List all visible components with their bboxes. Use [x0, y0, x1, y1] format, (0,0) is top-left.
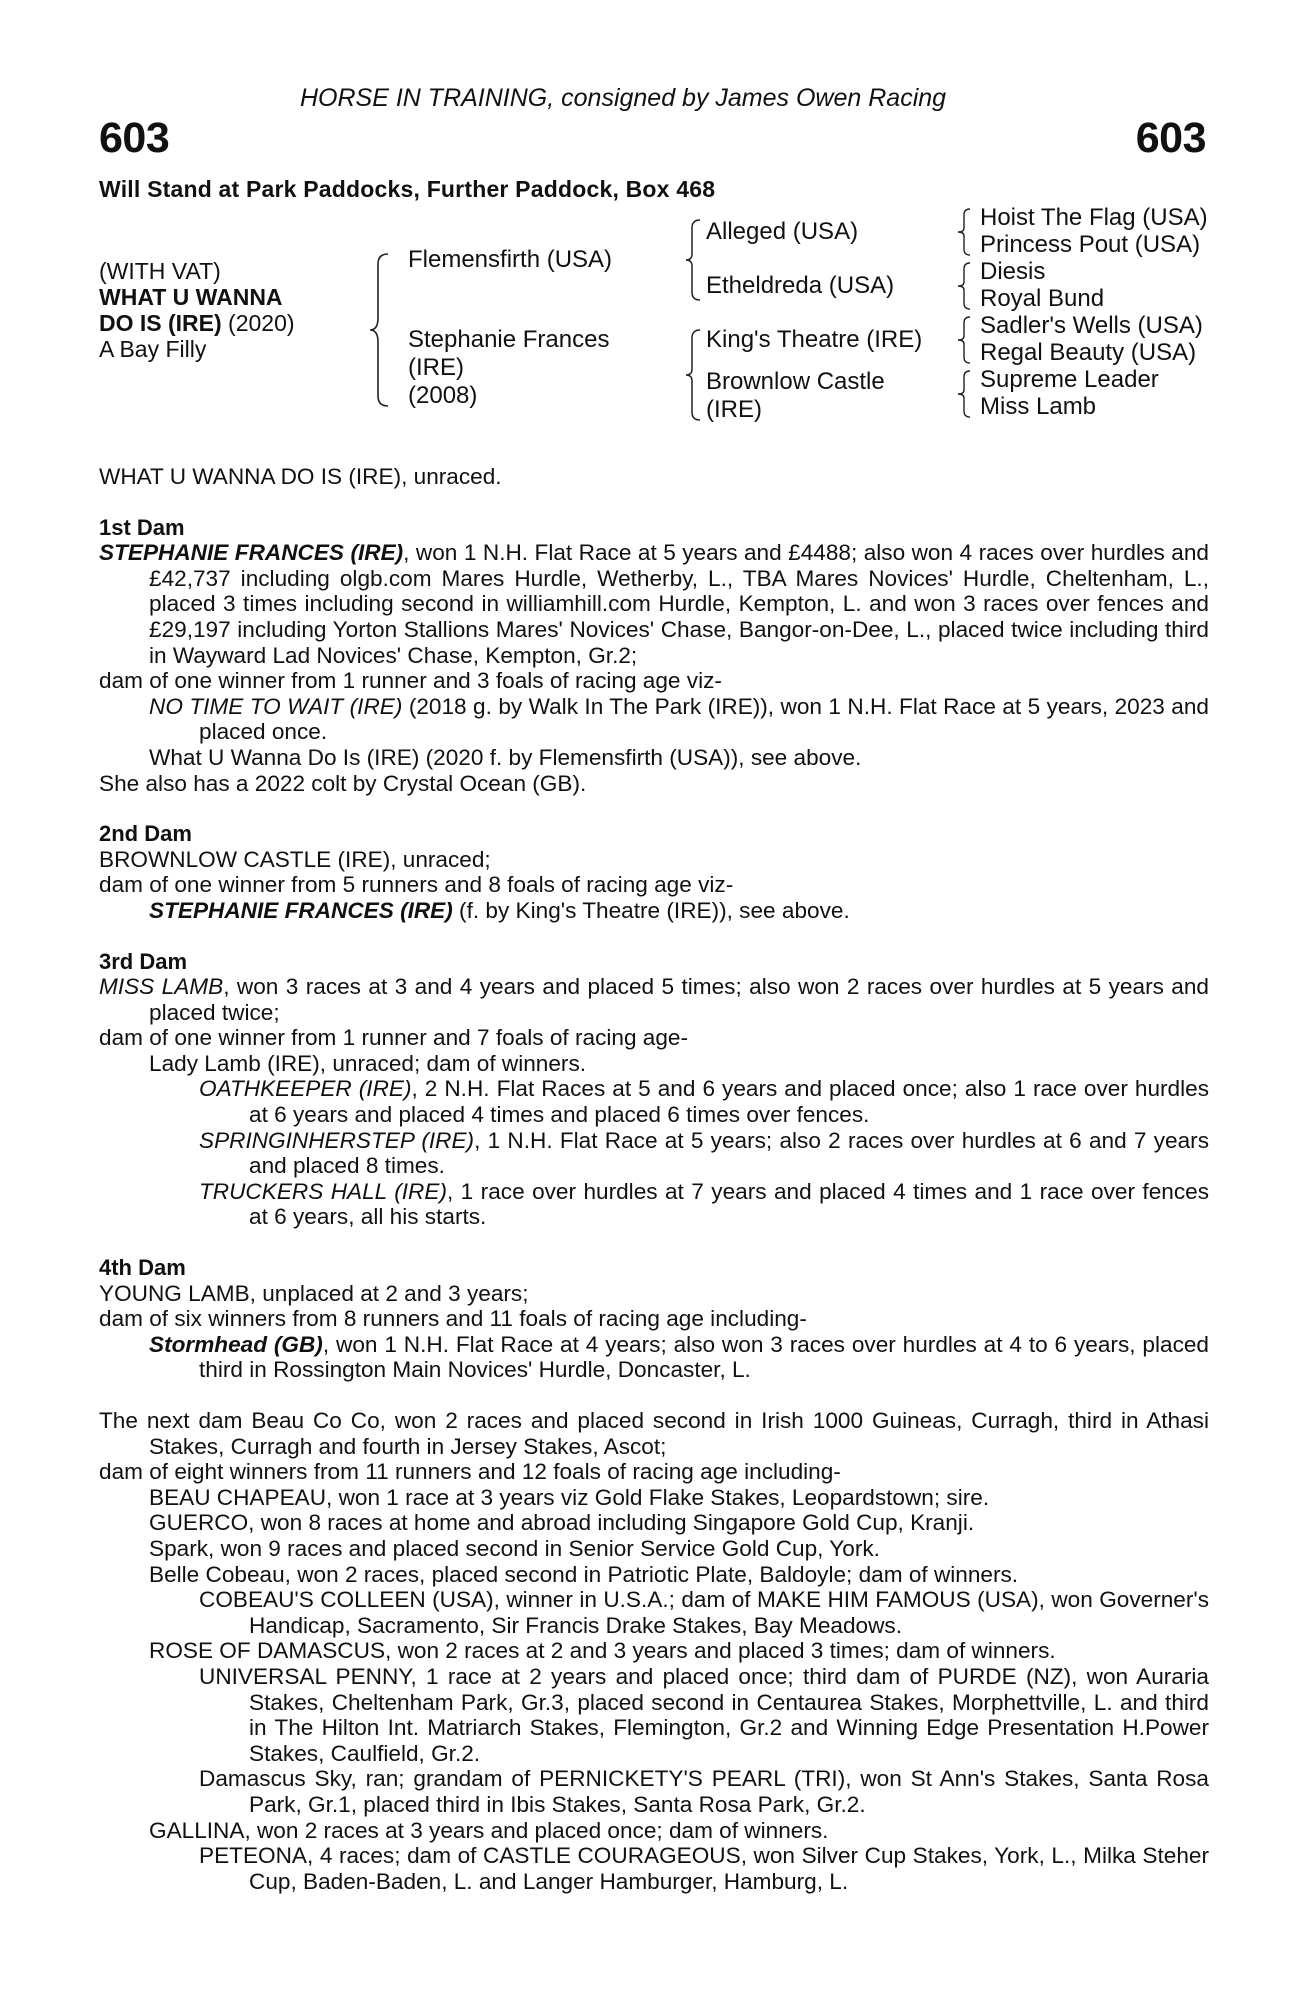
brace-dd [958, 368, 976, 420]
stand-location: Will Stand at Park Paddocks, Further Paddock, Box 468 [99, 176, 716, 202]
pedigree-sire: Flemensfirth (USA) [408, 246, 613, 273]
pedigree-dds: Supreme Leader [980, 366, 1159, 393]
pedigree-dam [408, 326, 609, 410]
fourth-dam-record: YOUNG LAMB, unplaced at 2 and 3 years; [99, 1280, 529, 1306]
pedigree-sss: Hoist The Flag (USA) [980, 204, 1208, 231]
brace-ss [958, 206, 976, 258]
guerco: GUERCO, won 8 races at home and abroad including Singapore Gold Cup, Kranji. [149, 1510, 975, 1536]
pedigree-brace-sire [686, 216, 706, 304]
horse-race-record: WHAT U WANNA DO IS (IRE), unraced. [99, 464, 502, 489]
third-dam-progeny-2 [99, 1128, 1209, 1179]
cobeaus-colleen: COBEAU'S COLLEEN (USA), winner in U.S.A.; dam of MAKE HIM FAMOUS (USA), won Governer's Handicap, Sacramento, Sir Francis Drake Stakes, Bay Meadows. [199, 1587, 1209, 1638]
pedigree-dam-line1: Stephanie Frances [408, 326, 610, 353]
pedigree-dss: Sadler's Wells (USA) [980, 312, 1203, 339]
damascus-sky: Damascus Sky, ran; grandam of PERNICKETY'S PEARL (TRI), won St Ann's Stakes, Santa Rosa Park, Gr.1, placed third in Ibis Stakes, Santa Rosa Park, Gr.2. [199, 1766, 1209, 1817]
lot-number-left: 603 [99, 114, 170, 162]
pedigree-dam-dam [706, 368, 885, 424]
next-dam-produce: dam of eight winners from 11 runners and 12 foals of racing age including- [99, 1459, 841, 1485]
lot-number-right: 603 [1135, 114, 1206, 162]
third-dam-lady-lamb: Lady Lamb (IRE), unraced; dam of winners. [149, 1050, 587, 1076]
horse-name-line1: WHAT U WANNA [99, 284, 283, 310]
beau-chapeau: BEAU CHAPEAU, won 1 race at 3 years viz Gold Flake Stakes, Leopardstown; sire. [149, 1484, 990, 1510]
first-dam-produce: dam of one winner from 1 runner and 3 foals of racing age viz- [99, 668, 722, 694]
next-dam-record: The next dam Beau Co Co, won 2 races and placed second in Irish 1000 Guineas, Curragh, third in Athasi Stakes, Curragh and fourth in Jersey Stakes, Ascot; [99, 1408, 1209, 1459]
pedigree-notes [99, 464, 1209, 1894]
second-dam-heading: 2nd Dam [99, 821, 192, 847]
second-dam-produce: dam of one winner from 5 runners and 8 foals of racing age viz- [99, 872, 734, 898]
second-dam-progeny-name: STEPHANIE FRANCES (IRE) [149, 897, 453, 923]
first-dam-also: She also has a 2022 colt by Crystal Ocean (GB). [99, 770, 587, 796]
third-dam-name: MISS LAMB [99, 974, 224, 1000]
stormhead-name: Stormhead (GB) [149, 1331, 323, 1357]
second-dam-progeny-text: (f. by King's Theatre (IRE)), see above. [452, 897, 850, 923]
pedigree-dam-dam-line2: (IRE) [706, 396, 762, 423]
first-dam-heading: 1st Dam [99, 514, 185, 540]
pedigree-sdd: Royal Bund [980, 285, 1105, 312]
fourth-dam-produce: dam of six winners from 8 runners and 11 foals of racing age including- [99, 1306, 807, 1332]
third-dam-text: , won 3 races at 3 and 4 years and placed 5 times; also won 2 races over hurdles at 5 years and placed twice; [149, 974, 1209, 1025]
fourth-dam-progeny [99, 1332, 1209, 1383]
p2-text: , 1 N.H. Flat Race at 5 years; also 2 races over hurdles at 6 and 7 years and placed 8 times. [249, 1127, 1209, 1179]
first-dam-name: STEPHANIE FRANCES (IRE) [99, 540, 404, 566]
third-dam-heading: 3rd Dam [99, 948, 188, 974]
pedigree-ddd: Miss Lamb [980, 393, 1097, 420]
peteona: PETEONA, 4 races; dam of CASTLE COURAGEOUS, won Silver Cup Stakes, York, L., Milka Steher Cup, Baden-Baden, L. and Langer Hamburger, Hamburg, L. [199, 1843, 1209, 1894]
third-dam-record [99, 974, 1209, 1025]
rose-of-damascus: ROSE OF DAMASCUS, won 2 races at 2 and 3 years and placed 3 times; dam of winners. [149, 1638, 1056, 1664]
pedigree-dam-line3: (2008) [408, 382, 478, 409]
pedigree-dam-dam-line1: Brownlow Castle [706, 368, 885, 395]
p2-name: SPRINGINHERSTEP (IRE) [199, 1127, 475, 1153]
pedigree-sire-sire: Alleged (USA) [706, 218, 859, 245]
pedigree-ssd: Princess Pout (USA) [980, 231, 1201, 258]
progeny-1-name: NO TIME TO WAIT (IRE) [149, 693, 403, 719]
brace-ds [958, 314, 976, 366]
gallina: GALLINA, won 2 races at 3 years and placed once; dam of winners. [149, 1817, 829, 1843]
progeny-1-text: (2018 g. by Walk In The Park (IRE)), won 1 N.H. Flat Race at 5 years, 2023 and placed once. [199, 693, 1209, 745]
first-dam-record [99, 540, 1209, 668]
pedigree-brace-dam [686, 326, 706, 424]
spark: Spark, won 9 races and placed second in Senior Service Gold Cup, York. [149, 1535, 880, 1561]
belle-cobeau: Belle Cobeau, won 2 races, placed second in Patriotic Plate, Baldoyle; dam of winners. [149, 1561, 1019, 1587]
horse-year: (2020) [221, 310, 295, 336]
catalogue-subtitle: HORSE IN TRAINING, consigned by James Owen Racing [300, 84, 947, 112]
p1-text: , 2 N.H. Flat Races at 5 and 6 years and placed once; also 1 race over hurdles at 6 years and placed 4 times and placed 6 times over fences. [249, 1076, 1209, 1128]
fourth-dam-heading: 4th Dam [99, 1255, 186, 1281]
second-dam-record: BROWNLOW CASTLE (IRE), unraced; [99, 846, 491, 872]
brace-sd [958, 260, 976, 312]
first-dam-progeny-2: What U Wanna Do Is (IRE) (2020 f. by Flemensfirth (USA)), see above. [149, 744, 862, 770]
third-dam-progeny-1 [99, 1076, 1209, 1127]
p3-name: TRUCKERS HALL (IRE) [199, 1178, 447, 1204]
horse-name-line2: DO IS (IRE) [99, 310, 222, 336]
p1-name: OATHKEEPER (IRE) [199, 1076, 412, 1102]
pedigree-sire-dam: Etheldreda (USA) [706, 272, 895, 299]
first-dam-text: , won 1 N.H. Flat Race at 5 years and £4488; also won 4 races over hurdles and £42,737 including olgb.com Mares Hurdle, Wetherby, L., TBA Mares Novices' Hurdle, Cheltenham, L., placed 3 times including second in williamhill.com Hurdle, Kempton, L. and won 3 races over fences and £29,197 including Yorton Stallions Mares' Novices' Chase, Bangor-on-Dee, L., placed twice including third in Wayward Lad Novices' Chase, Kempton, Gr.2; [149, 540, 1209, 668]
first-dam-progeny-1 [99, 694, 1209, 745]
pedigree-dam-line2: (IRE) [408, 354, 464, 381]
pedigree-dsd: Regal Beauty (USA) [980, 339, 1197, 366]
pedigree-dam-sire: King's Theatre (IRE) [706, 326, 923, 353]
vat-label: (WITH VAT) [99, 258, 221, 284]
third-dam-progeny-3 [99, 1179, 1209, 1230]
third-dam-produce: dam of one winner from 1 runner and 7 foals of racing age- [99, 1025, 689, 1051]
stormhead-text: , won 1 N.H. Flat Race at 4 years; also won 3 races over hurdles at 4 to 6 years, placed third in Rossington Main Novices' Hurdle, Doncaster, L. [199, 1331, 1209, 1383]
second-dam-progeny [99, 898, 1209, 924]
horse-identity [99, 258, 295, 362]
pedigree-brace-main [370, 250, 400, 410]
universal-penny: UNIVERSAL PENNY, 1 race at 2 years and placed once; third dam of PURDE (NZ), won Auraria Stakes, Cheltenham Park, Gr.3, placed second in Centaurea Stakes, Morphettville, L. and third in The Hilton Int. Matriarch Stakes, Flemington, Gr.2 and Winning Edge Presentation H.Power Stakes, Caulfield, Gr.2. [199, 1663, 1209, 1766]
pedigree-sds: Diesis [980, 258, 1046, 285]
horse-description: A Bay Filly [99, 336, 207, 362]
p3-text: , 1 race over hurdles at 7 years and placed 4 times and 1 race over fences at 6 years, all his starts. [249, 1178, 1209, 1230]
